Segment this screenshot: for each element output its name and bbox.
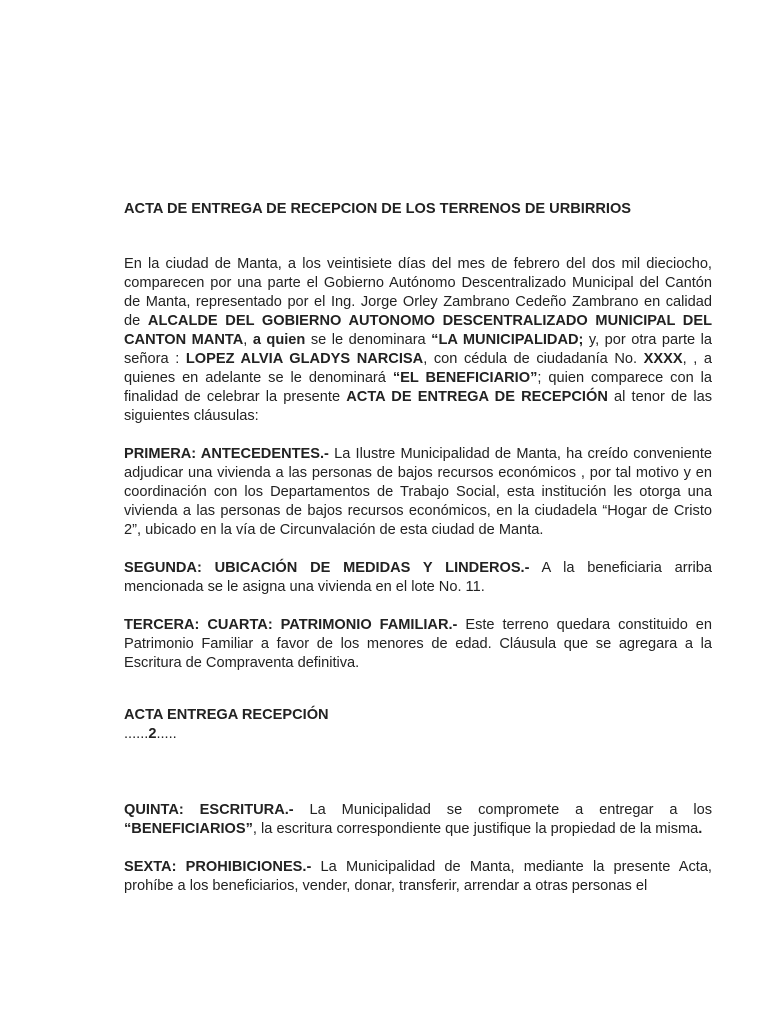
intro-bold: ALCALDE DEL GOBIERNO AUTONOMO DESCENTRALIZADO MUNICIPAL DEL CANTON MANTA — [124, 313, 712, 348]
intro-text: se le denominara — [305, 332, 432, 348]
clause-tercera — [124, 616, 712, 673]
document-title: ACTA DE ENTREGA DE RECEPCION DE LOS TERRENOS DE URBIRRIOS — [124, 201, 632, 217]
clause-text: Este terreno quedara constituido en Patrimonio Familiar a favor de los menores de edad. Cláusula que se agregara a la Escritura de Compraventa definitiva. — [124, 617, 712, 671]
intro-text: ; quien comparece con la finalidad de celebrar la presente — [124, 370, 712, 405]
clause-heading: SEGUNDA: UBICACIÓN DE MEDIDAS Y LINDEROS.- — [124, 560, 530, 576]
id-number: XXXX — [643, 351, 683, 367]
clause-text: La Ilustre Municipalidad de Manta, ha creído conveniente adjudicar una vivienda a las personas de bajos recursos económicos , por tal motivo y en coordinación con los Departamentos de Trabajo Social, esta institución les otorga una vivienda a las personas de bajos recursos económicos, en la ciudadela “Hogar de Cristo 2”, ubicado en la vía de Circunvalación de esta ciudad de Manta. — [124, 446, 712, 538]
page-number: 2 — [148, 726, 157, 742]
clause-text: , la escritura correspondiente que justifique la propiedad de la misma — [252, 821, 699, 837]
intro-text: , — [243, 332, 253, 348]
clause-heading: QUINTA: ESCRITURA.- — [124, 802, 294, 818]
page-number-dots: ..... — [156, 726, 177, 742]
clause-heading: TERCERA: CUARTA: PATRIMONIO FAMILIAR.- — [124, 617, 458, 633]
clause-primera — [124, 445, 712, 540]
clause-quinta — [124, 801, 712, 839]
clause-segunda — [124, 559, 712, 597]
intro-bold: “LA MUNICIPALIDAD; — [431, 332, 584, 348]
intro-text: , , a quienes en adelante se le denominará — [124, 351, 712, 386]
clause-text: A la beneficiaria arriba mencionada se le asigna una vivienda en el lote No. 11. — [124, 560, 712, 595]
page-number-line — [124, 725, 712, 744]
beneficiary-name: LOPEZ ALVIA GLADYS NARCISA — [185, 351, 424, 367]
clause-sexta — [124, 858, 712, 896]
intro-text: , con cédula de ciudadanía No. — [423, 351, 644, 367]
intro-paragraph — [124, 255, 712, 426]
intro-bold: “EL BENEFICIARIO” — [392, 370, 538, 386]
clause-text: La Municipalidad de Manta, mediante la presente Acta, prohíbe a los beneficiarios, vender, donar, transferir, arrendar a otras personas el — [124, 859, 712, 894]
clause-text: La Municipalidad se compromete a entregar a los — [293, 802, 712, 818]
page-number-dots: ...... — [124, 726, 149, 742]
clause-bold: . — [698, 821, 703, 837]
intro-bold: a quien — [252, 332, 306, 348]
intro-text: al tenor de las siguientes cláusulas: — [124, 389, 712, 424]
document-page — [124, 200, 712, 896]
intro-text: y, por otra parte la señora : — [124, 332, 712, 367]
intro-bold: ACTA DE ENTREGA DE RECEPCIÓN — [346, 389, 608, 405]
clause-bold: “BENEFICIARIOS” — [124, 821, 253, 837]
intro-text: En la ciudad de Manta, a los veintisiete días del mes de febrero del dos mil dieciocho, comparecen por una parte el Gobierno Autónomo Descentralizado Municipal del Cantón de Manta, representado por el Ing. Jorge Orley Zambrano Cedeño Zambrano en calidad de — [124, 256, 712, 329]
clause-heading: SEXTA: PROHIBICIONES.- — [124, 859, 312, 875]
clause-heading: PRIMERA: ANTECEDENTES.- — [124, 446, 329, 462]
page-header-title: ACTA ENTREGA RECEPCIÓN — [124, 707, 329, 723]
